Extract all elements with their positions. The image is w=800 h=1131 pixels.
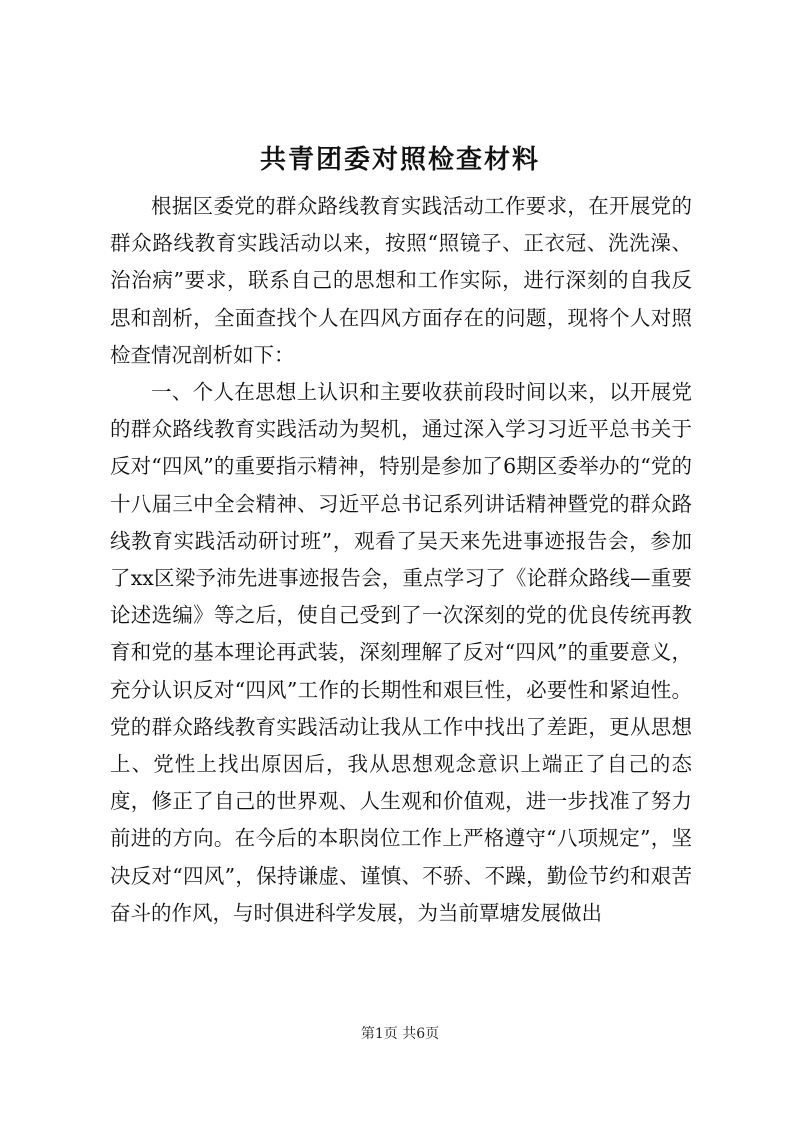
paragraph-intro: 根据区委党的群众路线教育实践活动工作要求，在开展党的群众路线教育实践活动以来，按照“照镜子、正衣冠、洗洗澡、治治病”要求，联系自己的思想和工作实际，进行深刻的自我反思和剖析，全面查找个人在四风方面存在的问题，现将个人对照检查情况剖析如下： <box>110 194 692 367</box>
paragraph-section-one: 一、个人在思想上认识和主要收获前段时间以来，以开展党的群众路线教育实践活动为契机，通过深入学习习近平总书关于反对“四风”的重要指示精神，特别是参加了6期区委举办的“党的十八届三中全会精神、习近平总书记系列讲话精神暨党的群众路线教育实践活动研讨班”，观看了吴天来先进事迹报告会，参加了xx区梁予沛先进事迹报告会，重点学习了《论群众路线—重要论述选编》等之后，使自己受到了一次深刻的党的优良传统再教育和党的基本理论再武装，深刻理解了反对“四风”的重要意义，充分认识反对“四风”工作的长期性和艰巨性，必要性和紧迫性。党的群众路线教育实践活动让我从工作中找出了差距，更从思想上、党性上找出原因后，我从思想观念意识上端正了自己的态度，修正了自己的世界观、人生观和价值观，进一步找准了努力前进的方向。在今后的本职岗位工作上严格遵守“八项规定”，坚决反对“四风”，保持谦虚、谨慎、不骄、不躁，勤俭节约和艰苦奋斗的作风，与时俱进科学发展，为当前覃塘发展做出 <box>110 380 692 925</box>
document-body <box>110 188 692 932</box>
page-number-footer: 第1页 共6页 <box>360 1026 440 1042</box>
document-title: 共青团委对照检查材料 <box>259 145 540 175</box>
